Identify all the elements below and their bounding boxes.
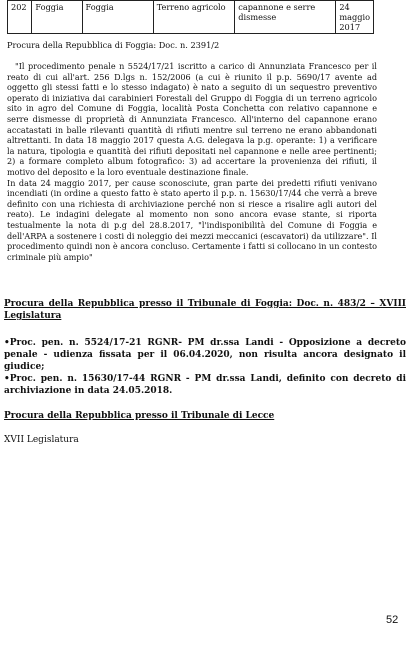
table-cell-description: capannone e serre dismesse <box>235 1 336 34</box>
page-number: 52 <box>386 614 399 626</box>
sites-table <box>7 0 374 34</box>
table-cell-province: Foggia <box>32 1 82 34</box>
quote-paragraph: In data 24 maggio 2017, per cause sconosciute, gran parte dei predetti rifiuti venivano incendiati (in ordine a questo fatto è stato aperto il p.p. n. 15630/17/44 che verrà a breve definito con una richiesta di archiviazione perché non si riesce a risalire agli autori del reato). Le indagini delegate al momento non sono ancora evase stante, si riporta testualmente la nota di p.g del 28.8.2017, "l'indisponibilità del Comune di Foggia e dell'ARPA a sostenere i costi di noleggio dei mezzi meccanici (escavatori) da utilizzare". Il procedimento quindi non è ancora concluso. Certamente i fatti si collocano in un contesto criminale più ampio" <box>7 177 377 262</box>
list-item: •Proc. pen. n. 5524/17-21 RGNR- PM dr.ssa Landi - Opposizione a decreto penale - udienza fissata per il 06.04.2020, non risulta ancora designato il giudice; <box>4 338 406 372</box>
table-cell-number: 202 <box>8 1 32 34</box>
section-heading-lecce: Procura della Repubblica presso il Tribunale di Lecce <box>4 411 275 421</box>
section-heading-foggia: Procura della Repubblica presso il Tribunale di Foggia: Doc. n. 483/2 – XVIII Legislatura <box>4 299 406 321</box>
source-reference: Procura della Repubblica di Foggia: Doc. n. 2391/2 <box>7 40 220 50</box>
table-row <box>8 1 374 34</box>
legislature-label: XVII Legislatura <box>4 435 79 445</box>
quoted-text <box>7 61 377 262</box>
table-cell-date: 24 maggio 2017 <box>336 1 374 34</box>
table-cell-municipality: Foggia <box>82 1 153 34</box>
proceedings-list <box>4 337 406 397</box>
table-cell-site-type: Terreno agricolo <box>153 1 235 34</box>
list-item: •Proc. pen. n. 15630/17-44 RGNR - PM dr.ssa Landi, definito con decreto di archiviazione in data 24.05.2018. <box>4 374 406 396</box>
quote-paragraph: "Il procedimento penale n 5524/17/21 iscritto a carico di Annunziata Francesco per il reato di cui all'art. 256 D.lgs n. 152/2006 (a cui è riunito il p.p. 5690/17 avente ad oggetto gli stessi fatti e lo stesso indagato) è nato a seguito di un sequestro preventivo operato di iniziativa dai carabinieri Forestali del Gruppo di Foggia di un terreno agricolo sito in agro del Comune di Foggia, località Posta Conchetta con relativo capannone e serre dismesse di proprietà di Annunziata Francesco. All'interno del capannone erano accatastati in balle rilevanti quantità di rifiuti mentre sul terreno ne erano abbandonati altrettanti. In data 18 maggio 2017 questa A.G. delegava la p.g. operante: 1) a verificare la natura, tipologia e quantità dei rifiuti depositati nel capannone e nelle aree pertinenti; 2) a formare completo album fotografico: 3) ad accertare la provenienza dei rifiuti, il motivo del deposito e la loro eventuale destinazione finale. <box>7 61 377 177</box>
